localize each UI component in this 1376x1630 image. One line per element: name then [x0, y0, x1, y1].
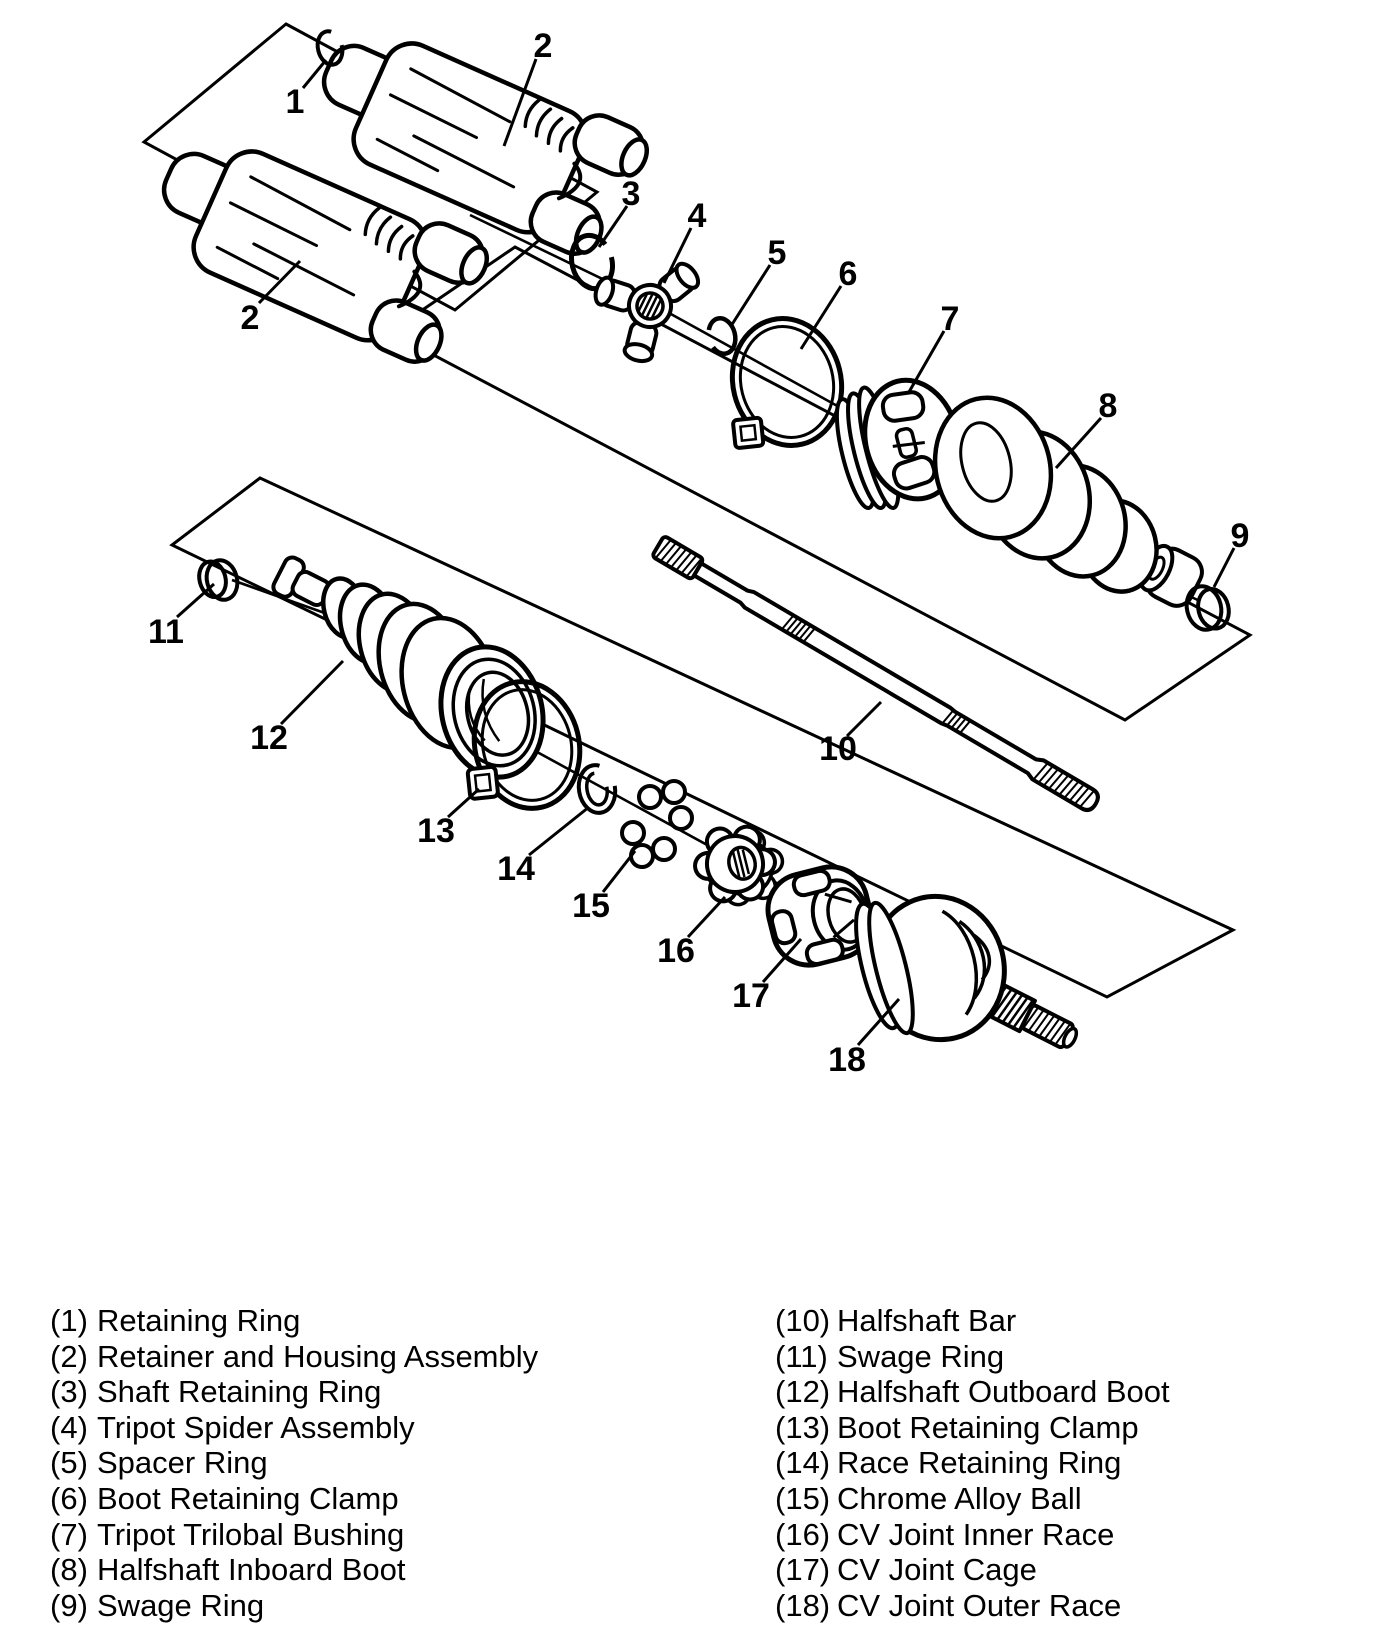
legend-label: Boot Retaining Clamp	[837, 1409, 1139, 1445]
legend-label: Tripot Trilobal Bushing	[97, 1516, 405, 1552]
part-race-retaining-ring-14	[575, 762, 619, 816]
legend-num: (16)	[775, 1516, 831, 1552]
legend-num: (5)	[50, 1445, 88, 1481]
legend-num: (12)	[775, 1374, 831, 1410]
legend-row	[775, 1445, 1170, 1481]
callout-label-2b: 2	[240, 299, 260, 337]
legend-num: (9)	[50, 1587, 88, 1623]
legend-num: (10)	[775, 1303, 831, 1338]
callout-label-12: 12	[250, 719, 288, 757]
legend-num: (18)	[775, 1587, 831, 1623]
callout-label-7: 7	[940, 300, 960, 338]
callout-label-2a: 2	[533, 27, 553, 65]
legend-num: (7)	[50, 1516, 88, 1552]
legend-row	[50, 1339, 538, 1375]
legend-label: Retainer and Housing Assembly	[97, 1338, 539, 1374]
callout-label-9: 9	[1230, 517, 1250, 555]
legend-row	[50, 1303, 538, 1339]
legend-row	[50, 1517, 538, 1553]
legend-num: (13)	[775, 1409, 831, 1445]
callout-label-14: 14	[497, 850, 535, 888]
legend-row	[775, 1588, 1170, 1624]
legend-label: Swage Ring	[837, 1338, 1005, 1374]
part-outboard-boot-12	[271, 555, 557, 788]
legend-row	[775, 1410, 1170, 1446]
legend-label: Halfshaft Bar	[837, 1303, 1017, 1338]
legend-label: Retaining Ring	[97, 1303, 301, 1338]
legend-row	[50, 1481, 538, 1517]
legend-label: Tripot Spider Assembly	[97, 1409, 415, 1445]
legend-num: (11)	[775, 1338, 828, 1374]
legend-column-left	[50, 1303, 538, 1623]
legend-row	[50, 1445, 538, 1481]
legend-column-right	[775, 1303, 1170, 1623]
legend-label: Swage Ring	[97, 1587, 265, 1623]
legend-num: (15)	[775, 1480, 831, 1516]
legend-label: CV Joint Outer Race	[837, 1587, 1122, 1623]
callout-label-17: 17	[732, 977, 770, 1015]
legend-row	[775, 1552, 1170, 1588]
legend-label: Halfshaft Inboard Boot	[97, 1552, 406, 1588]
part-inboard-boot-8	[921, 385, 1208, 611]
legend-label: CV Joint Cage	[837, 1552, 1037, 1588]
part-halfshaft-bar-10	[652, 536, 1102, 815]
callout-label-16: 16	[657, 932, 695, 970]
legend-label: Shaft Retaining Ring	[97, 1374, 382, 1410]
legend-num: (8)	[50, 1552, 88, 1588]
callout-label-11: 11	[148, 613, 184, 651]
legend-label: Halfshaft Outboard Boot	[837, 1374, 1170, 1410]
legend-num: (3)	[50, 1374, 88, 1410]
legend-num: (17)	[775, 1552, 831, 1588]
part-boot-clamp-6	[708, 307, 855, 460]
legend-row	[50, 1410, 538, 1446]
callout-label-15: 15	[572, 887, 610, 925]
legend-row	[775, 1517, 1170, 1553]
legend-row	[50, 1588, 538, 1624]
part-tripot-spider-4	[573, 230, 707, 374]
legend-label: CV Joint Inner Race	[837, 1516, 1115, 1552]
legend-label: Chrome Alloy Ball	[837, 1480, 1082, 1516]
legend-row	[775, 1374, 1170, 1410]
legend-num: (4)	[50, 1409, 88, 1445]
legend-row	[775, 1339, 1170, 1375]
legend-row	[50, 1552, 538, 1588]
legend-row	[775, 1481, 1170, 1517]
legend-num: (6)	[50, 1480, 88, 1516]
legend-label: Boot Retaining Clamp	[97, 1480, 399, 1516]
legend-num: (14)	[775, 1445, 831, 1481]
callout-label-10: 10	[819, 730, 857, 768]
callout-label-13: 13	[417, 812, 455, 850]
legend-num: (2)	[50, 1338, 88, 1374]
callout-label-5: 5	[767, 234, 787, 272]
callout-label-6: 6	[838, 255, 858, 293]
callout-label-18: 18	[828, 1041, 866, 1079]
callout-label-3: 3	[621, 175, 641, 213]
callout-label-1: 1	[285, 83, 305, 121]
callout-label-4: 4	[687, 197, 707, 235]
legend-num: (1)	[50, 1303, 88, 1338]
legend-row	[775, 1303, 1170, 1339]
legend-label: Spacer Ring	[97, 1445, 268, 1481]
callout-label-8: 8	[1098, 387, 1118, 425]
legend-label: Race Retaining Ring	[837, 1445, 1122, 1481]
legend-row	[50, 1374, 538, 1410]
